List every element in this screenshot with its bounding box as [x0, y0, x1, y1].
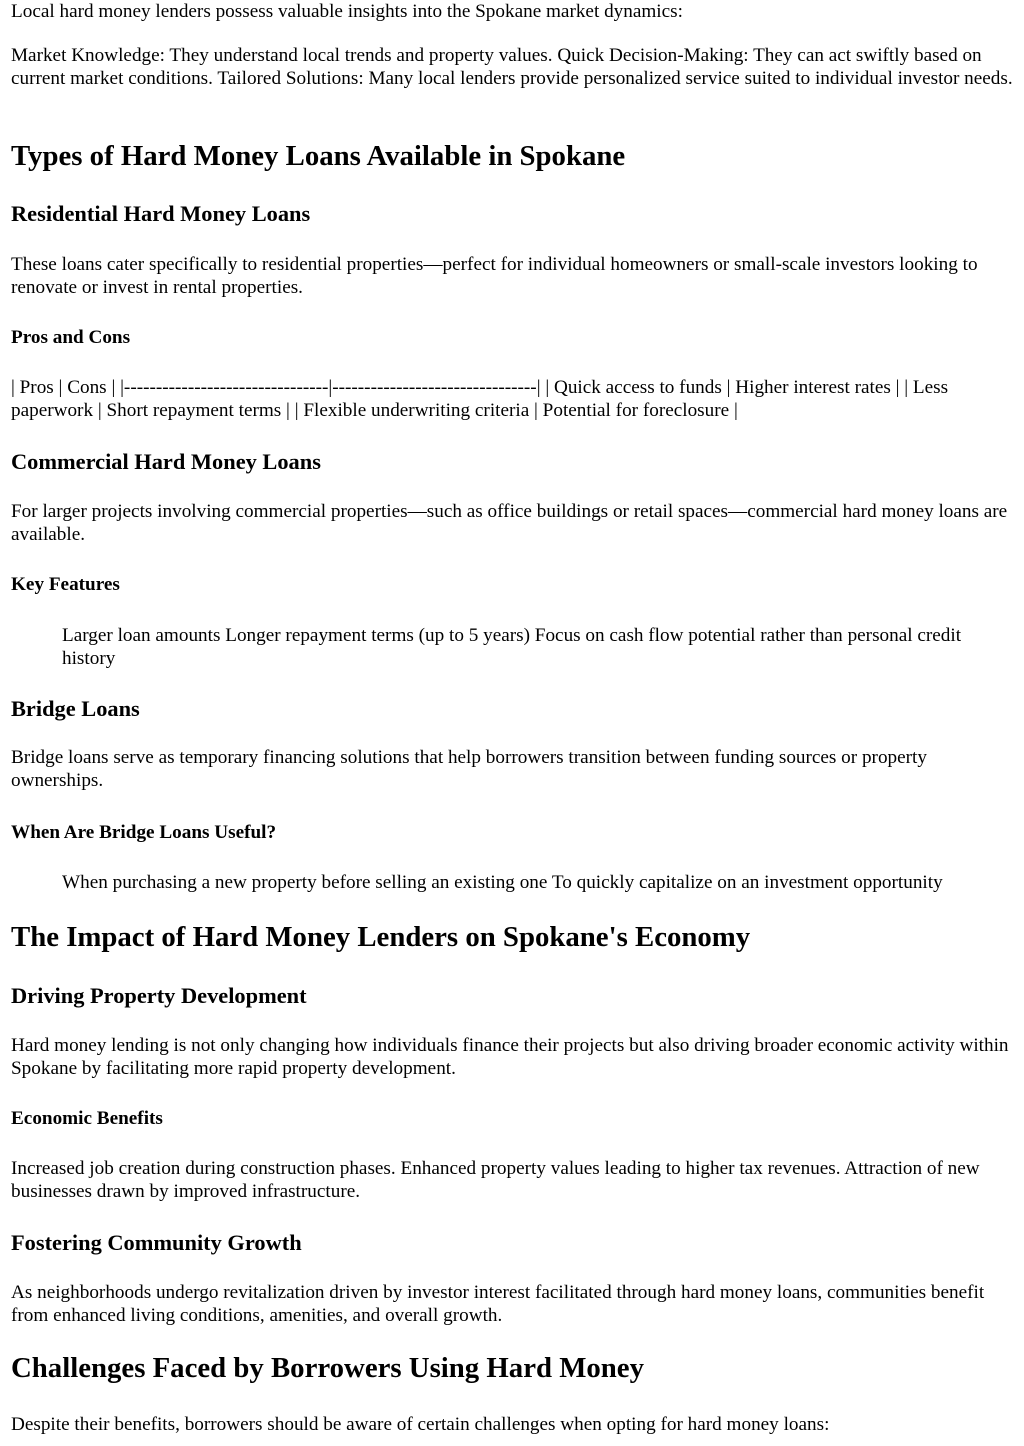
economic-benefits-heading: Economic Benefits [11, 1108, 163, 1129]
property-development-paragraph: Hard money lending is not only changing how individuals finance their projects but also driving broader economic activity within Spokane by facilitating more rapid property development. [11, 1035, 1009, 1079]
commercial-loans-paragraph: For larger projects involving commercial properties—such as office buildings or retail spaces—commercial hard money loans are available. [11, 501, 1008, 545]
economic-benefits-paragraph: Increased job creation during construction phases. Enhanced property values leading to higher tax revenues. Attraction of new businesses drawn by improved infrastructure. [11, 1158, 980, 1202]
pros-cons-heading: Pros and Cons [11, 327, 131, 348]
key-features-quote: Larger loan amounts Longer repayment terms (up to 5 years) Focus on cash flow potential rather than personal credit history [62, 625, 962, 669]
intro-lead-paragraph: Local hard money lenders possess valuable insights into the Spokane market dynamics: [11, 1, 683, 22]
bridge-loans-paragraph: Bridge loans serve as temporary financing solutions that help borrowers transition between funding sources or property ownerships. [11, 747, 927, 791]
intro-points-paragraph: Market Knowledge: They understand local trends and property values. Quick Decision-Making: They can act swiftly based on current market conditions. Tailored Solutions: Many local lenders provide personalized service suited to individual investor needs. [11, 45, 1013, 89]
pros-cons-table-text: | Pros | Cons | |--------------------------------|--------------------------------| | Quick access to funds | Higher interest rates | | Less paperwork | Short repayment terms | | Flexible underwriting criteria | Potential for foreclosure | [11, 377, 949, 421]
bridge-useful-heading: When Are Bridge Loans Useful? [11, 822, 277, 843]
commercial-loans-heading: Commercial Hard Money Loans [11, 449, 321, 474]
property-development-heading: Driving Property Development [11, 983, 307, 1008]
types-section-heading: Types of Hard Money Loans Available in Spokane [11, 140, 626, 172]
residential-loans-heading: Residential Hard Money Loans [11, 201, 311, 226]
challenges-paragraph: Despite their benefits, borrowers should be aware of certain challenges when opting for hard money loans: [11, 1414, 830, 1435]
bridge-useful-quote: When purchasing a new property before selling an existing one To quickly capitalize on an investment opportunity [62, 872, 943, 893]
bridge-loans-heading: Bridge Loans [11, 696, 140, 721]
residential-loans-paragraph: These loans cater specifically to residential properties—perfect for individual homeowners or small-scale investors looking to renovate or invest in rental properties. [11, 254, 978, 298]
impact-section-heading: The Impact of Hard Money Lenders on Spokane's Economy [11, 921, 751, 953]
community-growth-paragraph: As neighborhoods undergo revitalization driven by investor interest facilitated through hard money loans, communities benefit from enhanced living conditions, amenities, and overall growth. [11, 1282, 985, 1326]
key-features-heading: Key Features [11, 574, 120, 595]
challenges-section-heading: Challenges Faced by Borrowers Using Hard Money [11, 1352, 644, 1384]
community-growth-heading: Fostering Community Growth [11, 1230, 302, 1255]
